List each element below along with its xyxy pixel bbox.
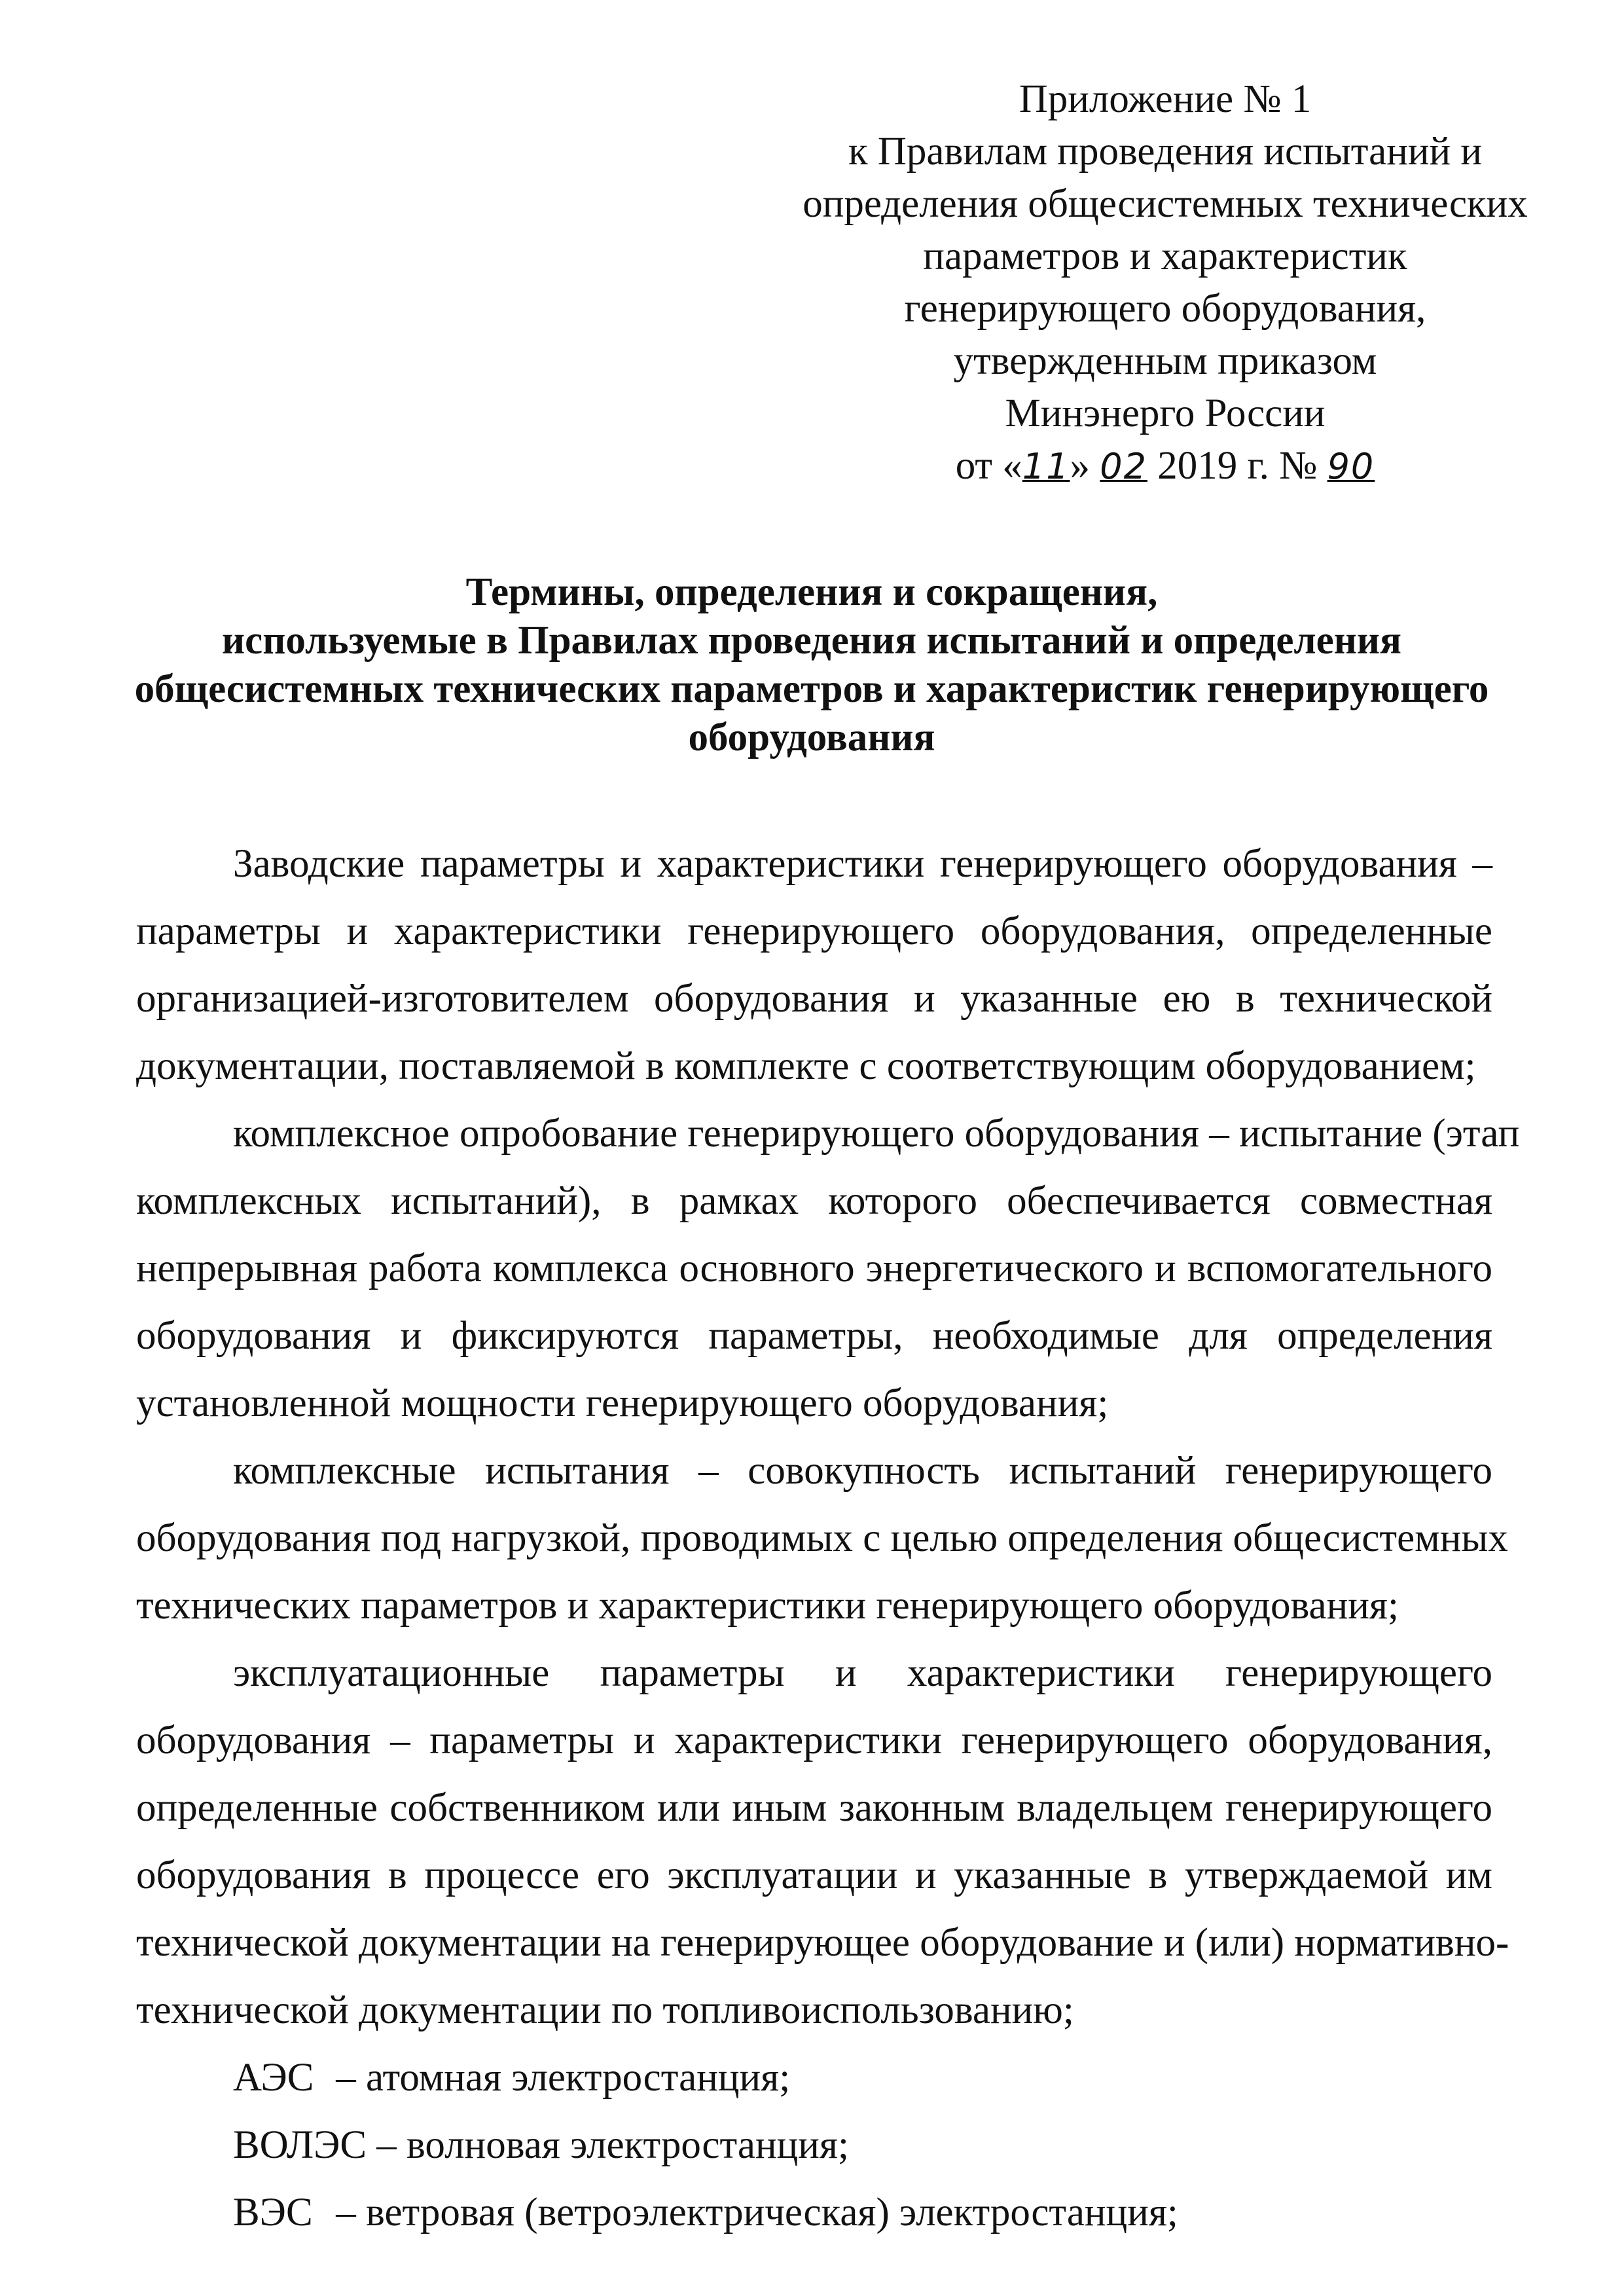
handwritten-order-number: 90 — [1327, 446, 1375, 487]
title-line: общесистемных технических параметров и характеристик генерирующего — [134, 667, 1489, 711]
paragraph-line: оборудования – параметры и характеристики генерирующего оборудования, — [136, 1719, 1492, 1762]
paragraph-line: комплексные испытания – совокупность испытаний генерирующего — [233, 1449, 1492, 1493]
handwritten-day: 11 — [1022, 446, 1070, 487]
order-date-line — [772, 440, 1558, 493]
paragraph-line: технической документации на генерирующее оборудование и (или) нормативно- — [136, 1921, 1509, 1965]
date-prefix: от « — [955, 444, 1022, 488]
abbreviation-definition: – волновая электростанция; — [376, 2123, 849, 2167]
definition-paragraph — [136, 1100, 1520, 1437]
definition-paragraph — [136, 1437, 1508, 1639]
paragraph-line: Заводские параметры и характеристики генерирующего оборудования – — [233, 842, 1492, 886]
paragraph-line: оборудования в процессе его эксплуатации и указанные в утверждаемой им — [136, 1853, 1492, 1897]
year-text: 2019 г. № — [1147, 444, 1327, 488]
abbreviation-item — [136, 2179, 1492, 2246]
appendix-header-line: Минэнерго России — [1005, 392, 1326, 435]
paragraph-line: непрерывная работа комплекса основного энергетического и вспомогательного — [136, 1247, 1492, 1290]
paragraph-line: оборудования и фиксируются параметры, необходимые для определения — [136, 1314, 1492, 1358]
abbreviation-list — [136, 2044, 1492, 2246]
abbreviation-item — [136, 2044, 1492, 2111]
title-line: используемые в Правилах проведения испытаний и определения — [221, 619, 1401, 663]
paragraph-line: технических параметров и характеристики генерирующего оборудования; — [136, 1584, 1399, 1628]
appendix-header-line: параметров и характеристик — [923, 234, 1407, 278]
definition-paragraph — [136, 830, 1492, 1100]
paragraph-line: комплексное опробование генерирующего оборудования – испытание (этап — [233, 1112, 1520, 1156]
appendix-header-line: к Правилам проведения испытаний и — [848, 130, 1483, 173]
abbreviation-definition: – атомная электростанция; — [336, 2056, 791, 2100]
appendix-header — [772, 73, 1558, 493]
handwritten-month: 02 — [1100, 446, 1147, 487]
appendix-header-line: генерирующего оборудования, — [904, 287, 1426, 331]
definition-paragraph — [136, 1639, 1509, 2044]
abbreviation-term: ВОЛЭС — [233, 2123, 367, 2167]
title-line: оборудования — [688, 716, 935, 759]
document-title — [118, 568, 1506, 762]
abbreviation-term: АЭС — [233, 2056, 314, 2100]
document-body — [136, 830, 1520, 2246]
paragraph-line: оборудования под нагрузкой, проводимых с целью определения общесистемных — [136, 1516, 1508, 1560]
paragraph-line: установленной мощности генерирующего оборудования; — [136, 1381, 1109, 1425]
paragraph-line: эксплуатационные параметры и характеристики генерирующего — [233, 1651, 1492, 1695]
abbreviation-definition: – ветровая (ветроэлектрическая) электростанция; — [336, 2191, 1178, 2234]
appendix-header-line: Приложение № 1 — [1019, 77, 1312, 121]
paragraph-line: комплексных испытаний), в рамках которого обеспечивается совместная — [136, 1179, 1492, 1223]
paragraph-line: технической документации по топливоиспользованию; — [136, 1988, 1074, 2032]
abbreviation-item — [136, 2111, 1492, 2179]
appendix-header-line: определения общесистемных технических — [803, 182, 1528, 226]
abbreviation-term: ВЭС — [233, 2191, 313, 2234]
paragraph-line: определенные собственником или иным законным владельцем генерирующего — [136, 1786, 1492, 1830]
paragraph-line: параметры и характеристики генерирующего оборудования, определенные — [136, 909, 1492, 953]
paragraph-line: документации, поставляемой в комплекте с соответствующим оборудованием; — [136, 1044, 1476, 1088]
paragraph-line: организацией-изготовителем оборудования и указанные ею в технической — [136, 977, 1492, 1021]
date-mid: » — [1070, 444, 1100, 488]
title-line: Термины, определения и сокращения, — [465, 570, 1158, 614]
appendix-header-line: утвержденным приказом — [953, 339, 1377, 383]
